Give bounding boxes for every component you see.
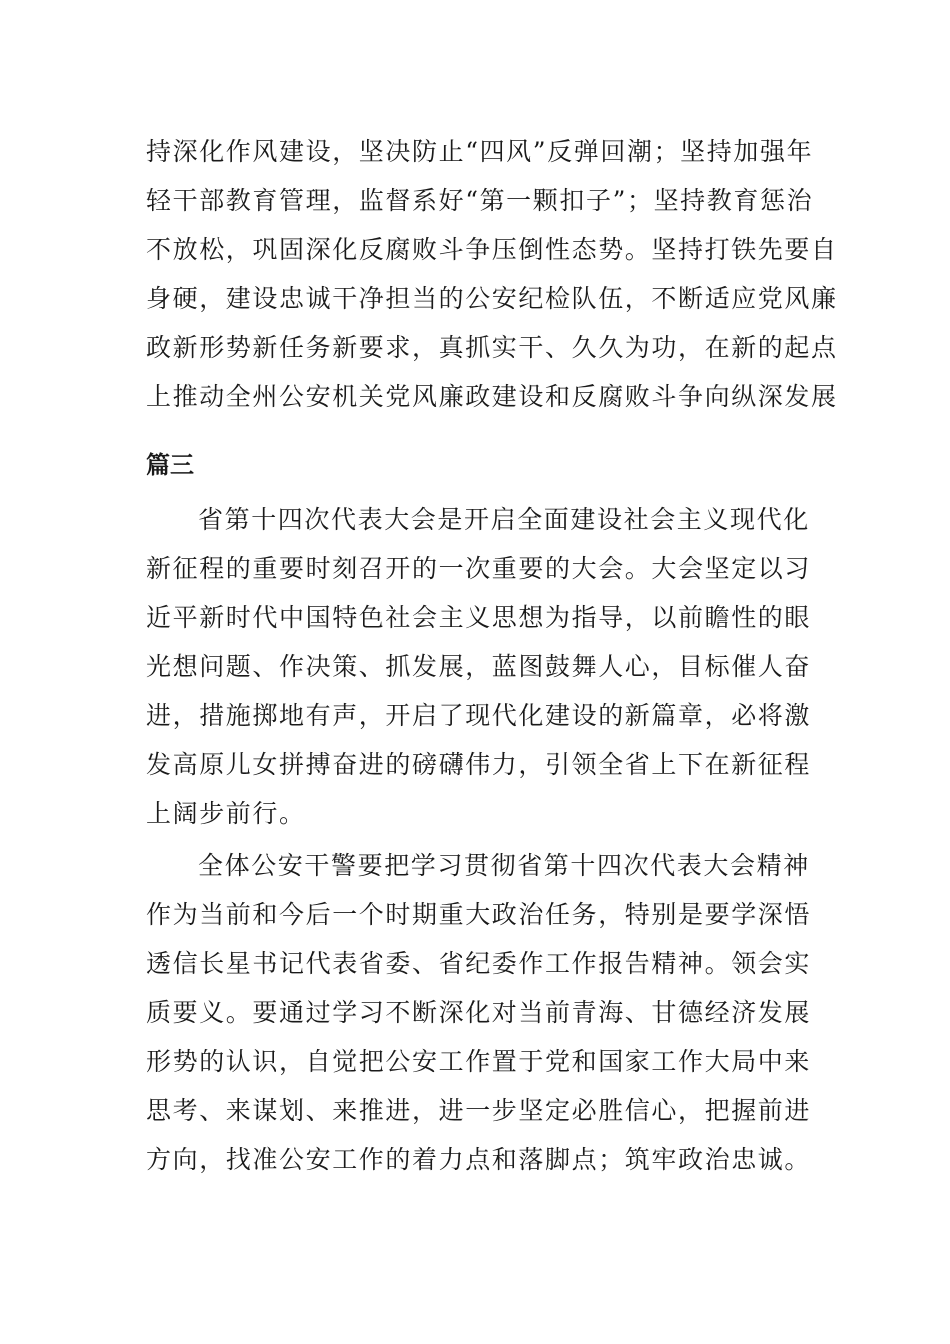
text-line: 进，措施掷地有声，开启了现代化建设的新篇章，必将激: [146, 701, 812, 730]
text-line: 持深化作风建设，坚决防止“四风”反弹回潮；坚持加强年: [146, 137, 814, 166]
text-line: 作为当前和今后一个时期重大政治任务，特别是要学深悟: [146, 900, 812, 929]
text-line: 发高原儿女拼搏奋进的磅礴伟力，引领全省上下在新征程: [146, 750, 812, 779]
text-line: 政新形势新任务新要求，真抓实干、久久为功，在新的起点: [146, 333, 838, 362]
text-line: 轻干部教育管理，监督系好“第一颗扣子”；坚持教育惩治: [146, 186, 814, 215]
text-line: 上阔步前行。: [146, 799, 306, 828]
text-line: 透信长星书记代表省委、省纪委作工作报告精神。领会实: [146, 949, 812, 978]
text-line: 省第十四次代表大会是开启全面建设社会主义现代化: [198, 505, 810, 534]
text-line: 新征程的重要时刻召开的一次重要的大会。大会坚定以习: [146, 554, 812, 583]
text-line: 质要义。要通过学习不断深化对当前青海、甘德经济发展: [146, 998, 812, 1027]
text-line: 全体公安干警要把学习贯彻省第十四次代表大会精神: [198, 851, 810, 880]
text-line: 上推动全州公安机关党风廉政建设和反腐败斗争向纵深发展: [146, 382, 838, 411]
text-line: 形势的认识，自觉把公安工作置于党和国家工作大局中来: [146, 1047, 812, 1076]
text-line: 不放松，巩固深化反腐败斗争压倒性态势。坚持打铁先要自: [146, 235, 838, 264]
text-line: 身硬，建设忠诚干净担当的公安纪检队伍，不断适应党风廉: [146, 284, 838, 313]
section-heading: 篇三: [146, 451, 194, 479]
text-line: 方向，找准公安工作的着力点和落脚点；筑牢政治忠诚。: [146, 1145, 812, 1174]
text-line: 近平新时代中国特色社会主义思想为指导，以前瞻性的眼: [146, 603, 812, 632]
text-line: 光想问题、作决策、抓发展，蓝图鼓舞人心，目标催人奋: [146, 652, 812, 681]
text-line: 思考、来谋划、来推进，进一步坚定必胜信心，把握前进: [146, 1096, 812, 1125]
